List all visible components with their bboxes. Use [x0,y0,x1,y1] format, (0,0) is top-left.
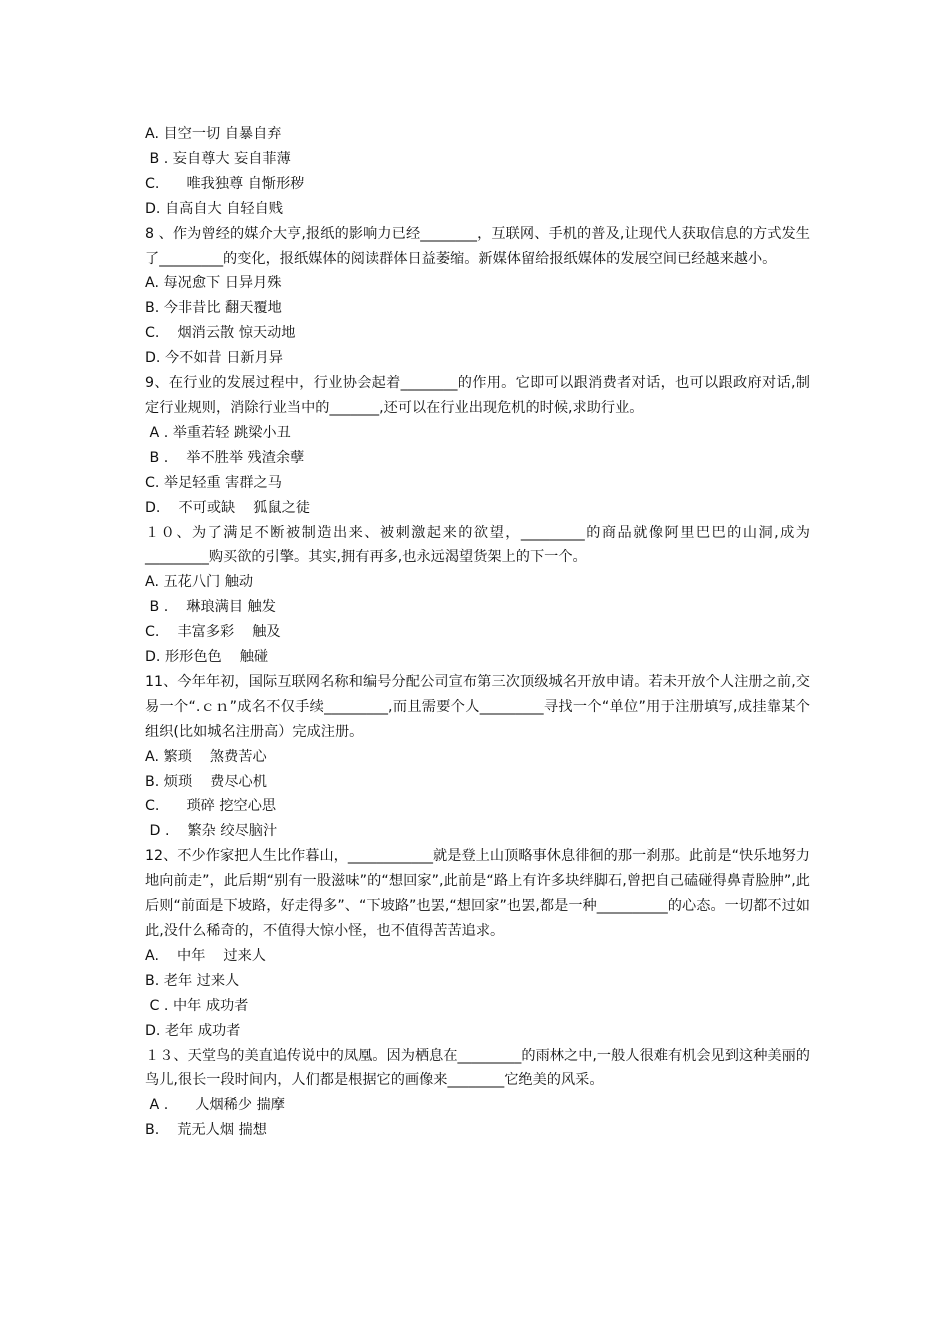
q8-option-b: B. 今非昔比 翻天覆地 [145,300,282,317]
q8-stem: 8 、作为曾经的媒介大亨,报纸的影响力已经________，互联网、手机的普及,让现代人获取信息的方式发生了_________的变化，报纸媒体的阅读群体日益萎缩。新媒体留给报纸媒体的发展空间已经越来越小。 [145,225,810,267]
q13-option-a: A . 人烟稀少 揣摩 [145,1097,285,1114]
q12-option-b: B. 老年 过来人 [145,972,240,989]
q8-option-c: C. 烟消云散 惊天动地 [145,325,296,342]
q10-stem: １０、为了满足不断被制造出来、被刺激起来的欲望，_________的商品就像阿里巴巴的山洞,成为_________购买欲的引擎。其实,拥有再多,也永远渴望货架上的下一个。 [145,524,810,566]
q11-option-d: D . 繁杂 绞尽脑汁 [145,823,278,840]
q7-option-b: B . 妄自尊大 妄自菲薄 [145,150,291,167]
q11-option-c: C. 琐碎 挖空心思 [145,798,277,815]
q11-stem: 11、今年年初，国际互联网名称和编号分配公司宣布第三次顶级城名开放申请。若未开放个人注册之前,交易一个“.ｃｎ”成名不仅手续_________,而且需要个人_________寻找一个“单位”用于注册填写,成挂靠某个组织(比如城名注册高）完成注册。 [145,673,810,740]
q12-option-d: D. 老年 成功者 [145,1022,241,1039]
q10-option-c: C. 丰富多彩 触及 [145,624,281,641]
q7-option-a: A. 目空一切 自暴自弃 [145,126,282,142]
q9-option-c: C. 举足轻重 害群之马 [145,474,282,491]
document-page [145,122,810,1143]
q9-stem: 9、在行业的发展过程中，行业协会起着________的作用。它即可以跟消费者对话，也可以跟政府对话,制定行业规则，消除行业当中的_______,还可以在行业出现危机的时候,求助行业。 [145,375,810,416]
q13-stem: １３、天堂鸟的美直追传说中的凤凰。因为栖息在_________的雨林之中,一般人很难有机会见到这种美丽的鸟儿,很长一段时间内，人们都是根据它的画像来________它绝美的风采。 [145,1047,810,1089]
q12-stem: 12、不少作家把人生比作暮山，____________就是登上山顶略事休息徘徊的那一刹那。此前是“快乐地努力地向前走”，此后期“别有一股滋味”的“想回家”,此前是“路上有许多块绊脚石,曾把自己磕碰得鼻青脸肿”,此后则“前面是下坡路，好走得多”、“下坡路”也罢,“想回家”也罢,都是一种__________的心态。一切都不过如此,没什么稀奇的，不值得大惊小怪，也不值得苦苦追求。 [145,848,810,939]
q10-option-a: A. 五花八门 触动 [145,574,254,591]
q11-option-a: A. 繁琐 煞费苦心 [145,748,267,765]
q7-option-c: C. 唯我独尊 自惭形秽 [145,175,305,192]
q12-option-a: A. 中年 过来人 [145,947,266,964]
q10-option-d: D. 形形色色 触碰 [145,649,269,666]
q11-option-b: B. 烦琐 费尽心机 [145,773,267,790]
q10-option-b: B . 琳琅满目 触发 [145,599,276,616]
q8-option-d: D. 今不如昔 日新月异 [145,350,283,367]
q8-option-a: A. 每况愈下 日异月殊 [145,275,282,292]
q13-option-b: B. 荒无人烟 揣想 [145,1122,267,1139]
q12-option-c: C . 中年 成功者 [145,997,249,1014]
q9-option-d: D. 不可或缺 狐鼠之徒 [145,499,311,516]
q7-option-d: D. 自高自大 自轻自贱 [145,200,283,217]
q9-option-b: B . 举不胜举 残渣余孽 [145,449,305,466]
q9-option-a: A . 举重若轻 跳梁小丑 [145,424,291,441]
